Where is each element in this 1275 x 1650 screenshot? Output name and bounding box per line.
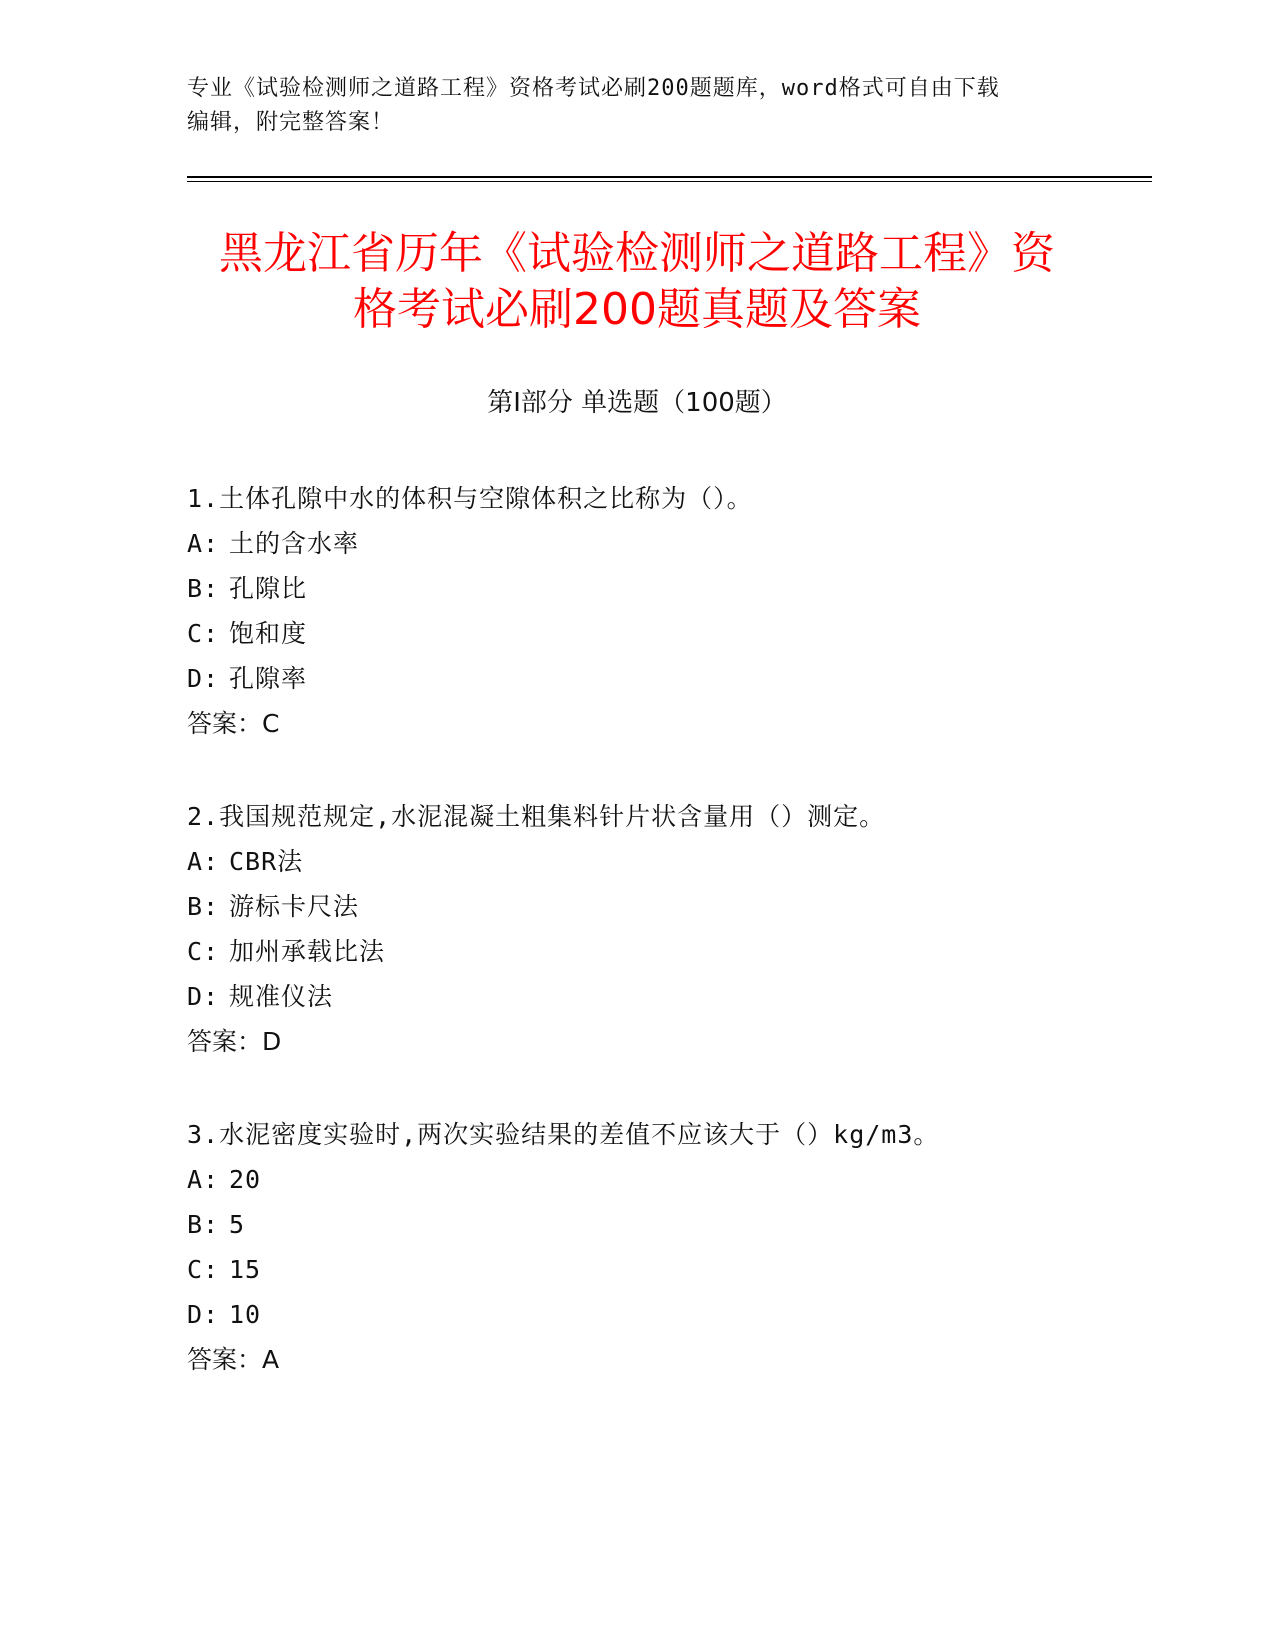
option-key: C: bbox=[187, 1255, 220, 1284]
option-a bbox=[187, 1157, 1147, 1202]
question-1 bbox=[187, 476, 1147, 746]
option-text: 孔隙比 bbox=[229, 574, 308, 603]
header-divider-thick bbox=[187, 176, 1152, 178]
option-text: 15 bbox=[229, 1255, 262, 1284]
option-c bbox=[187, 1247, 1147, 1292]
option-key: D: bbox=[187, 664, 220, 693]
question-3 bbox=[187, 1112, 1147, 1382]
option-text: 饱和度 bbox=[229, 619, 308, 648]
question-stem: 3.水泥密度实验时,两次实验结果的差值不应该大于（）kg/m3。 bbox=[187, 1120, 940, 1149]
option-key: B: bbox=[187, 574, 220, 603]
option-text: 游标卡尺法 bbox=[229, 892, 360, 921]
option-d bbox=[187, 1292, 1147, 1337]
option-b bbox=[187, 884, 1147, 929]
option-c bbox=[187, 611, 1147, 656]
option-text: 10 bbox=[229, 1300, 262, 1329]
option-key: B: bbox=[187, 892, 220, 921]
section-title: 第Ⅰ部分 单选题（100题） bbox=[487, 388, 787, 418]
option-key: A: bbox=[187, 847, 220, 876]
header-note-line-1: 专业《试验检测师之道路工程》资格考试必刷200题题库，word格式可自由下载 bbox=[187, 76, 1000, 101]
header-note-line-2: 编辑，附完整答案！ bbox=[187, 110, 395, 135]
header-note bbox=[187, 72, 1087, 140]
option-key: D: bbox=[187, 1300, 220, 1329]
answer: 答案：A bbox=[187, 1345, 280, 1374]
option-text: 规准仪法 bbox=[229, 982, 334, 1011]
option-key: A: bbox=[187, 529, 220, 558]
option-key: A: bbox=[187, 1165, 220, 1194]
question-stem: 2.我国规范规定,水泥混凝土粗集料针片状含量用（）测定。 bbox=[187, 802, 886, 831]
question-stem: 1.土体孔隙中水的体积与空隙体积之比称为（）。 bbox=[187, 484, 753, 513]
option-b bbox=[187, 566, 1147, 611]
option-key: D: bbox=[187, 982, 220, 1011]
option-a bbox=[187, 839, 1147, 884]
option-key: B: bbox=[187, 1210, 220, 1239]
option-key: C: bbox=[187, 937, 220, 966]
option-c bbox=[187, 929, 1147, 974]
answer: 答案：D bbox=[187, 1027, 282, 1056]
document-title bbox=[187, 226, 1087, 338]
answer: 答案：C bbox=[187, 709, 280, 738]
question-list bbox=[187, 476, 1147, 1430]
document-title-line-1: 黑龙江省历年《试验检测师之道路工程》资 bbox=[219, 228, 1055, 279]
option-text: 加州承载比法 bbox=[229, 937, 386, 966]
option-b bbox=[187, 1202, 1147, 1247]
question-2 bbox=[187, 794, 1147, 1064]
option-d bbox=[187, 974, 1147, 1019]
option-key: C: bbox=[187, 619, 220, 648]
document-title-line-2: 格考试必刷200题真题及答案 bbox=[353, 284, 921, 335]
option-text: 5 bbox=[229, 1210, 246, 1239]
option-text: 土的含水率 bbox=[229, 529, 360, 558]
option-text: CBR法 bbox=[229, 847, 304, 876]
header-divider-thin bbox=[187, 181, 1152, 182]
option-a bbox=[187, 521, 1147, 566]
option-text: 孔隙率 bbox=[229, 664, 308, 693]
option-d bbox=[187, 656, 1147, 701]
option-text: 20 bbox=[229, 1165, 262, 1194]
